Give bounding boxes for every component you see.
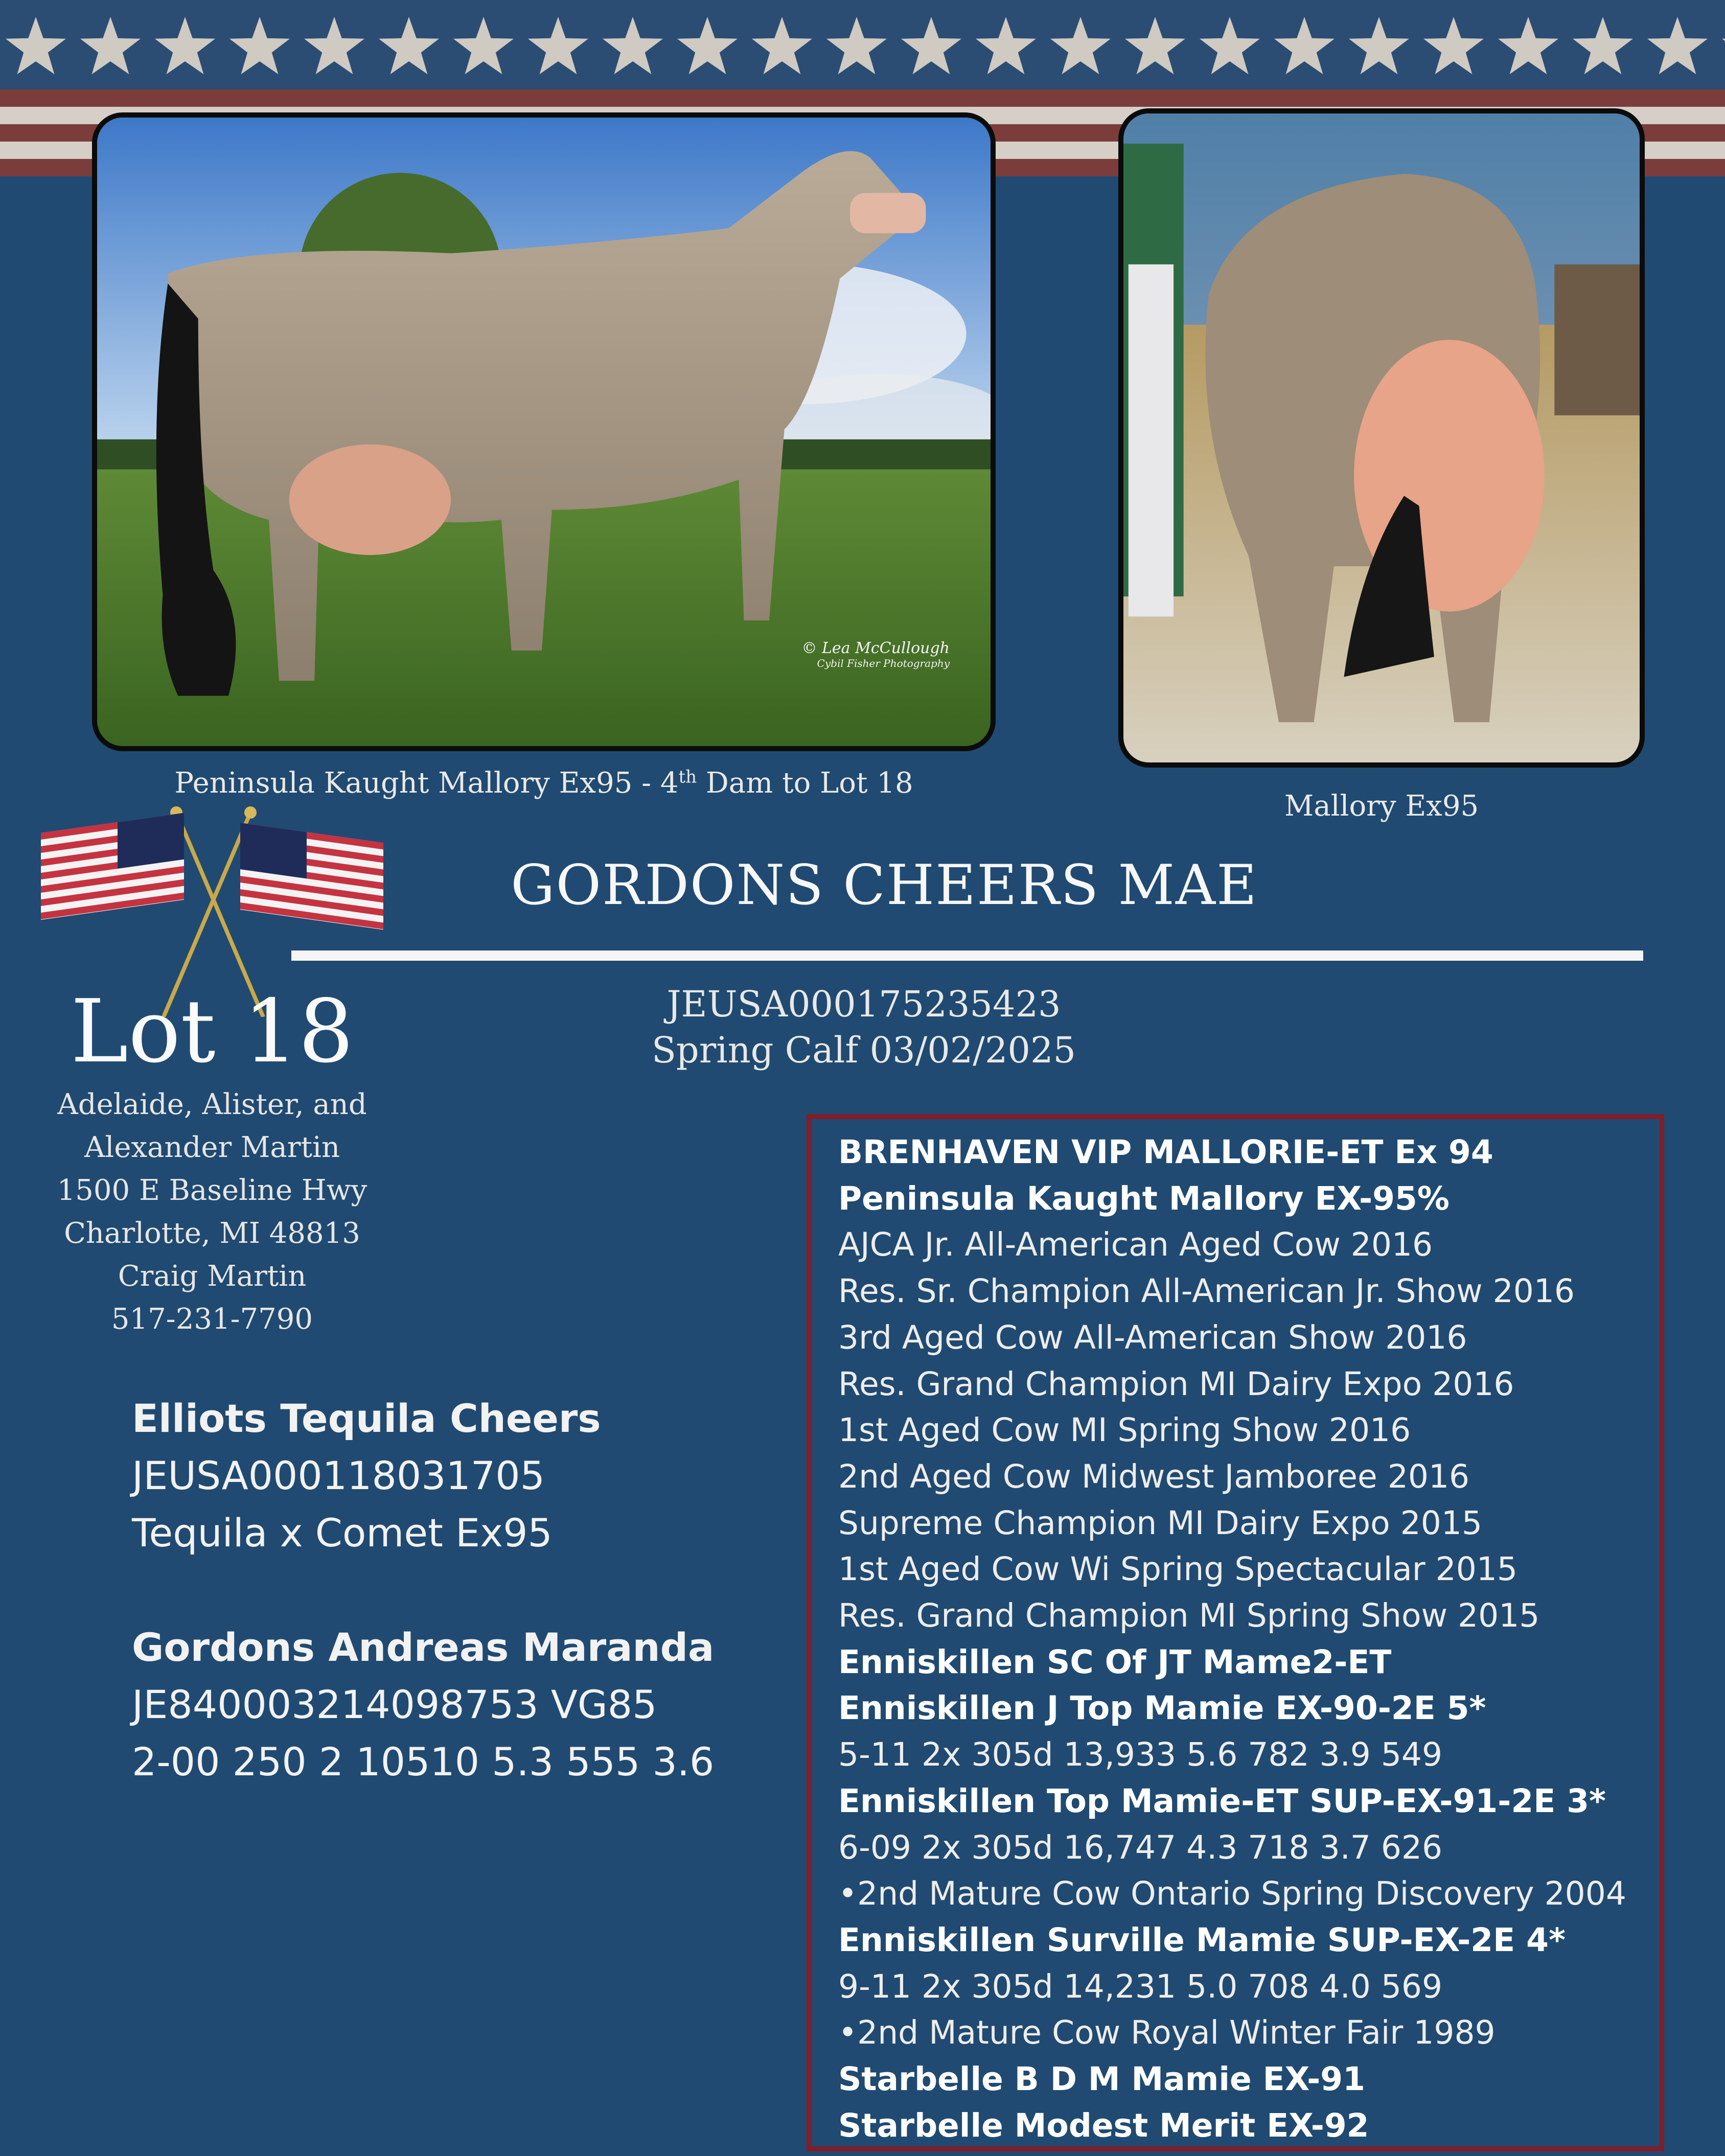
cow-rear-photo: [1118, 108, 1645, 768]
sire-pedigree: Tequila x Comet Ex95: [132, 1510, 553, 1556]
pedigree-detail-line: 6-09 2x 305d 16,747 4.3 718 3.7 626: [838, 1828, 1443, 1866]
star-icon: [453, 17, 514, 74]
consignor-line: Alexander Martin: [84, 1131, 340, 1164]
star-icon: [752, 17, 812, 74]
birth-date: Spring Calf 03/02/2025: [651, 1029, 1076, 1071]
pedigree-detail-line: Res. Sr. Champion All-American Jr. Show 2016: [838, 1272, 1575, 1310]
pedigree-detail-line: Res. Grand Champion MI Dairy Expo 2016: [838, 1365, 1514, 1403]
star-icon: [826, 17, 887, 74]
pedigree-detail-line: 1st Aged Cow Wi Spring Spectacular 2015: [838, 1550, 1517, 1588]
consignor-line: Craig Martin: [118, 1260, 307, 1293]
consignor-line: 1500 E Baseline Hwy: [57, 1174, 367, 1207]
registration-number: JEUSA000175235423: [666, 983, 1061, 1025]
star-icon: [379, 17, 439, 74]
pedigree-box: [807, 1114, 1664, 2151]
right-photo-caption: Mallory Ex95: [1284, 790, 1479, 823]
lot-number: Lot 18: [71, 981, 354, 1082]
star-icon: [1050, 17, 1111, 74]
consignor-line: Adelaide, Alister, and: [57, 1088, 367, 1121]
dam-record: 2-00 250 2 10510 5.3 555 3.6: [132, 1739, 715, 1784]
pedigree-detail-line: Supreme Champion MI Dairy Expo 2015: [838, 1504, 1482, 1542]
sire-dam-info: [132, 1390, 745, 1791]
star-icon: [1423, 17, 1484, 74]
consignor-line: Charlotte, MI 48813: [64, 1217, 360, 1250]
star-icon: [1274, 17, 1335, 74]
pedigree-ancestor-name: Enniskillen Surville Mamie SUP-EX-2E 4*: [838, 1921, 1566, 1959]
star-icon: [677, 17, 738, 74]
pedigree-ancestor-name: BRENHAVEN VIP MALLORIE-ET Ex 94: [838, 1133, 1493, 1171]
pedigree-ancestor-name: Enniskillen SC Of JT Mame2-ET: [838, 1643, 1392, 1681]
star-icon: [1349, 17, 1409, 74]
consignor-line: 517-231-7790: [111, 1303, 313, 1336]
pedigree-detail-line: •2nd Mature Cow Ontario Spring Discovery 2004: [838, 1875, 1626, 1913]
title-divider: [291, 951, 1643, 961]
star-icon: [528, 17, 588, 74]
consignor-info: [46, 1083, 378, 1341]
pedigree-ancestor-name: Starbelle Modest Merit EX-92: [838, 2106, 1369, 2144]
sire-registration: JEUSA000118031705: [132, 1453, 545, 1498]
star-icon: [1498, 17, 1558, 74]
pedigree-detail-line: Res. Grand Champion MI Spring Show 2015: [838, 1597, 1540, 1635]
pedigree-detail-line: 9-11 2x 305d 14,231 5.0 708 4.0 569: [838, 1967, 1443, 2005]
pedigree-ancestor-name: Enniskillen J Top Mamie EX-90-2E 5*: [838, 1689, 1486, 1727]
pedigree-ancestor-name: Starbelle B D M Mamie EX-91: [838, 2060, 1365, 2098]
animal-name-title: GORDONS CHEERS MAE: [511, 853, 1258, 917]
stars-banner: [0, 0, 1725, 89]
star-icon: [1200, 17, 1260, 74]
pedigree-detail-line: 5-11 2x 305d 13,933 5.6 782 3.9 549: [838, 1736, 1443, 1774]
star-icon: [976, 17, 1036, 74]
pedigree-detail-line: AJCA Jr. All-American Aged Cow 2016: [838, 1226, 1433, 1264]
star-icon: [6, 17, 66, 74]
dam-registration: JE840003214098753 VG85: [132, 1682, 657, 1727]
sire-name: Elliots Tequila Cheers: [132, 1396, 601, 1441]
star-icon: [1125, 17, 1185, 74]
photographer-watermark: © Lea McCullough Cybil Fisher Photography: [801, 639, 950, 669]
star-icon: [155, 17, 215, 74]
pedigree-detail-line: 1st Aged Cow MI Spring Show 2016: [838, 1411, 1411, 1449]
cow-side-photo: [92, 112, 996, 751]
star-icon: [603, 17, 663, 74]
star-icon: [229, 17, 290, 74]
dam-name: Gordons Andreas Maranda: [132, 1625, 715, 1670]
pedigree-ancestor-name: Enniskillen Top Mamie-ET SUP-EX-91-2E 3*: [838, 1782, 1606, 1820]
star-icon: [80, 17, 141, 74]
star-icon: [1573, 17, 1633, 74]
star-icon: [901, 17, 961, 74]
star-icon: [304, 17, 364, 74]
pedigree-detail-line: 2nd Aged Cow Midwest Jamboree 2016: [838, 1457, 1470, 1495]
left-photo-caption: Peninsula Kaught Mallory Ex95 - 4th Dam to Lot 18: [174, 767, 913, 800]
star-icon: [1647, 17, 1708, 74]
star-icon: [1722, 17, 1725, 74]
pedigree-detail-line: •2nd Mature Cow Royal Winter Fair 1989: [838, 2014, 1496, 2052]
pedigree-detail-line: 3rd Aged Cow All-American Show 2016: [838, 1318, 1467, 1356]
registration-info: [603, 981, 1124, 1073]
pedigree-ancestor-name: Peninsula Kaught Mallory EX-95%: [838, 1179, 1450, 1217]
